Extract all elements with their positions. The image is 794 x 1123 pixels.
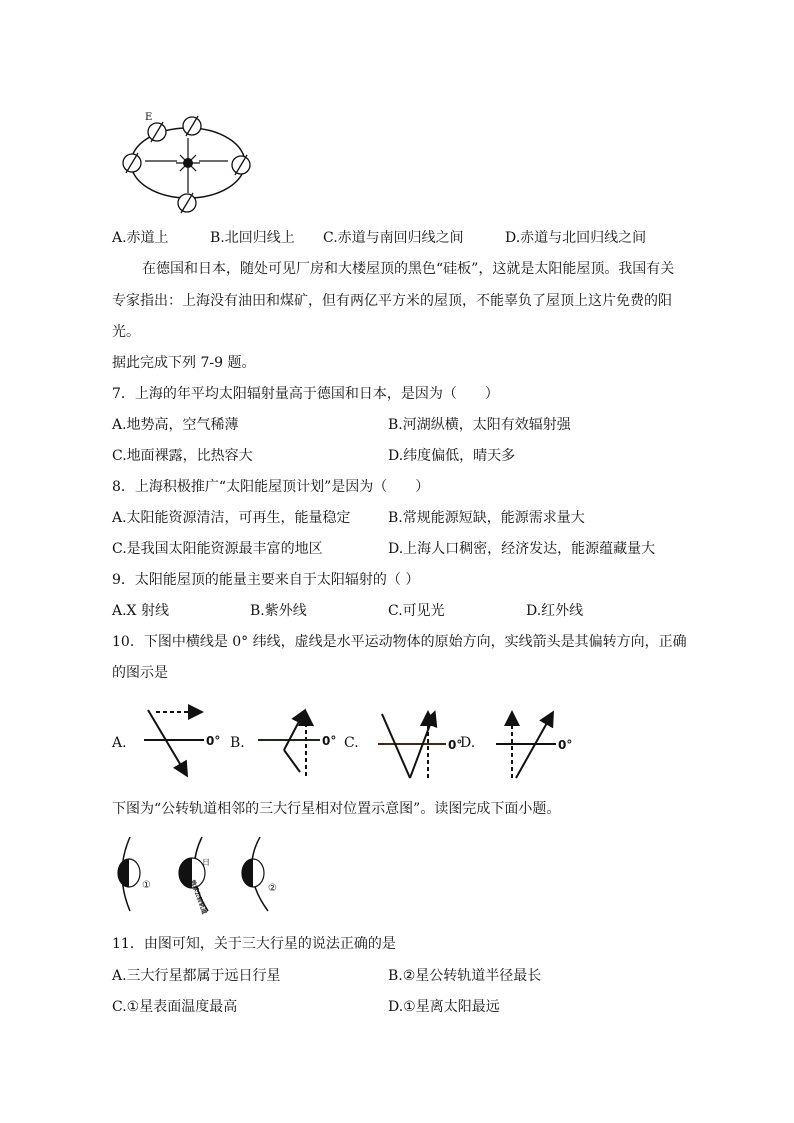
planet-2 <box>242 837 277 911</box>
q8-option-d[interactable]: D.上海人口稠密，经济发达，能源蕴藏量大 <box>388 541 656 557</box>
passage-line-3: 光。 <box>112 324 140 340</box>
planets-diagram <box>110 833 310 916</box>
q10-label-a[interactable]: A. <box>112 735 127 751</box>
q10-diagram-d[interactable] <box>490 702 575 782</box>
q7-stem: 7．上海的年平均太阳辐射量高于德国和日本，是因为（ ） <box>112 386 499 402</box>
q11-option-b[interactable]: B.②星公转轨道半径最长 <box>388 968 542 984</box>
q11-option-a[interactable]: A.三大行星都属于远日行星 <box>112 968 281 984</box>
q10-degree-a: 0° <box>206 734 221 748</box>
passage-line-2: 专家指出：上海没有油田和煤矿，但有两亿平方米的屋顶，不能辜负了屋顶上这片免费的阳 <box>112 293 672 309</box>
q8-stem: 8．上海积极推广“太阳能屋顶计划”是因为（ ） <box>112 479 430 495</box>
q9-option-a[interactable]: A.X 射线 <box>112 603 169 619</box>
q10-degree-c: 0° <box>448 738 463 752</box>
passage-line-1: 在德国和日本，随处可见厂房和大楼屋顶的黑色“硅板”，这就是太阳能屋顶。我国有关 <box>142 261 675 277</box>
planets-intro: 下图为“公转轨道相邻的三大行星相对位置示意图”。读图完成下面小题。 <box>112 801 561 817</box>
q10-diagram-a[interactable] <box>138 702 223 782</box>
earth-position-right <box>232 155 250 175</box>
planet-1 <box>118 837 151 911</box>
q6-option-d[interactable]: D.赤道与北回归线之间 <box>505 230 647 246</box>
q9-option-c[interactable]: C.可见光 <box>388 603 445 619</box>
q6-option-a[interactable]: A.赤道上 <box>112 230 169 246</box>
passage-intro: 据此完成下列 7-9 题。 <box>112 355 256 371</box>
planet-1-mark: ① <box>142 880 151 891</box>
planet-earth-label: 地球公转轨道 <box>188 878 208 916</box>
earth-position-e <box>148 122 166 142</box>
q11-option-c[interactable]: C.①星表面温度最高 <box>112 999 238 1015</box>
q10-diagram-c[interactable] <box>372 702 463 782</box>
earth-orbit-diagram <box>115 108 260 218</box>
q8-option-a[interactable]: A.太阳能资源清洁，可再生，能量稳定 <box>112 510 351 526</box>
planet-2-mark: ② <box>268 883 277 894</box>
label-e: E <box>145 112 153 123</box>
q9-option-b[interactable]: B.紫外线 <box>250 603 307 619</box>
q10-diagram-b[interactable] <box>256 702 341 782</box>
earth-position-bottom <box>178 193 196 213</box>
planet-earth-mark: 日 <box>202 858 210 867</box>
earth-position-top <box>183 116 201 136</box>
q10-stem-line-2: 的图示是 <box>112 665 168 681</box>
q8-option-c[interactable]: C.是我国太阳能资源最丰富的地区 <box>112 541 323 557</box>
q9-stem: 9．太阳能屋顶的能量主要来自于太阳辐射的（ ） <box>112 572 420 588</box>
q10-label-d[interactable]: D. <box>460 735 476 751</box>
q10-stem-line-1: 10．下图中横线是 0° 纬线，虚线是水平运动物体的原始方向，实线箭头是其偏转方向，正确 <box>112 634 687 650</box>
q8-option-b[interactable]: B.常规能源短缺，能源需求量大 <box>388 510 585 526</box>
sun-icon <box>176 151 200 175</box>
planet-earth <box>179 837 210 915</box>
q10-label-c[interactable]: C. <box>344 735 359 751</box>
q10-degree-d: 0° <box>558 738 573 752</box>
q7-option-c[interactable]: C.地面裸露，比热容大 <box>112 448 253 464</box>
q10-degree-b: 0° <box>322 734 337 748</box>
q10-label-b[interactable]: B. <box>230 735 245 751</box>
q6-option-b[interactable]: B.北回归线上 <box>210 230 295 246</box>
q7-option-a[interactable]: A.地势高，空气稀薄 <box>112 417 239 433</box>
q7-option-d[interactable]: D.纬度偏低，晴天多 <box>388 448 516 464</box>
q11-stem: 11．由图可知，关于三大行星的说法正确的是 <box>112 936 396 952</box>
q9-option-d[interactable]: D.红外线 <box>526 603 584 619</box>
q7-option-b[interactable]: B.河湖纵横，太阳有效辐射强 <box>388 417 571 433</box>
q6-option-c[interactable]: C.赤道与南回归线之间 <box>323 230 464 246</box>
q11-option-d[interactable]: D.①星离太阳最远 <box>388 999 500 1015</box>
earth-position-left <box>123 153 141 173</box>
